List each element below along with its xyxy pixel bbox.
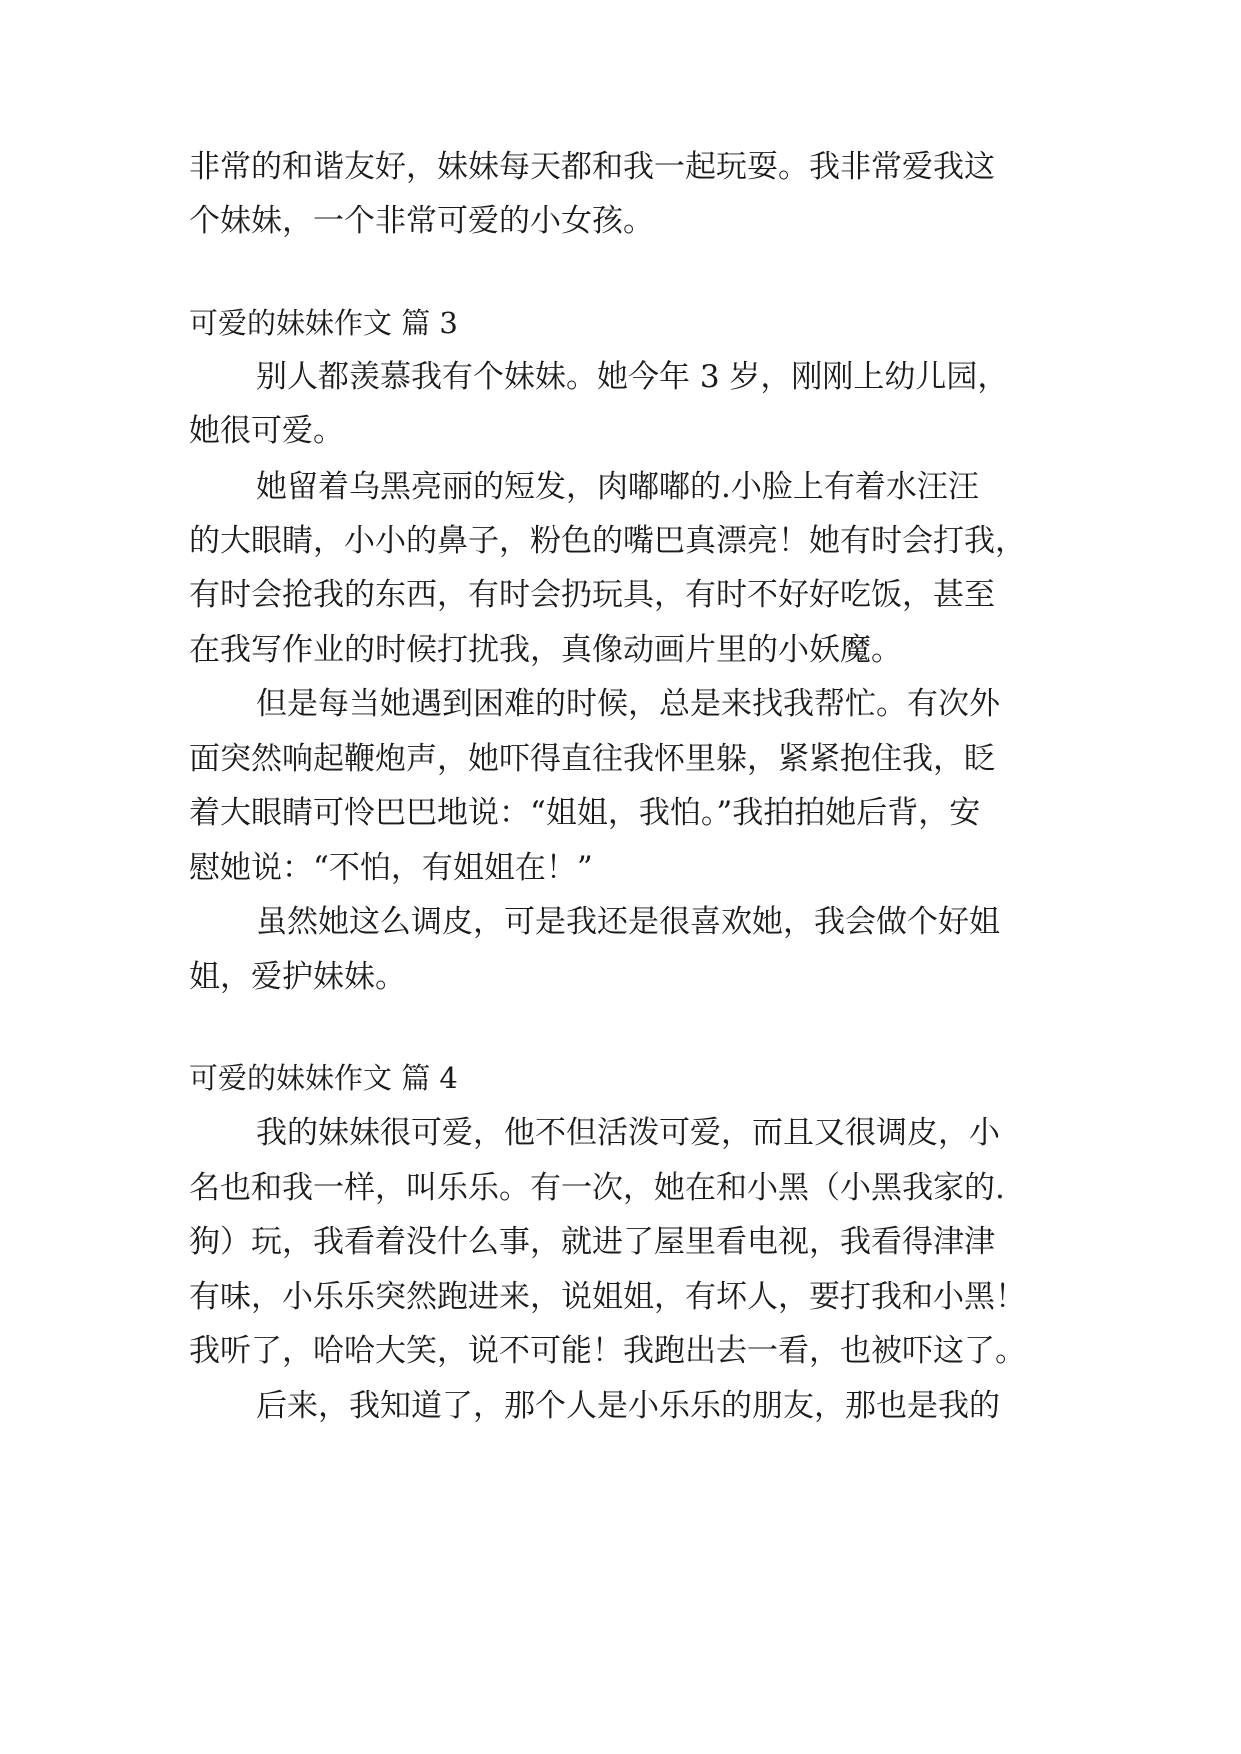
paragraph-line: 她留着乌黑亮丽的短发，肉嘟嘟的.小脸上有着水汪汪	[256, 469, 979, 505]
paragraph-line: 她很可爱。	[189, 413, 344, 449]
section-heading-4: 可爱的妹妹作文 篇 4	[189, 1061, 458, 1095]
paragraph-line: 我的妹妹很可爱，他不但活泼可爱，而且又很调皮，小	[256, 1115, 1000, 1151]
paragraph-line: 面突然响起鞭炮声，她吓得直往我怀里躲，紧紧抱住我，眨	[189, 741, 995, 777]
section-heading-3: 可爱的妹妹作文 篇 3	[189, 306, 458, 340]
paragraph-line: 狗）玩，我看着没什么事，就进了屋里看电视，我看得津津	[189, 1224, 995, 1260]
paragraph-line: 虽然她这么调皮，可是我还是很喜欢她，我会做个好姐	[256, 904, 1000, 940]
paragraph-line: 着大眼睛可怜巴巴地说：“姐姐，我怕。”我拍拍她后背，安	[189, 795, 981, 831]
paragraph-line: 我听了，哈哈大笑，说不可能！我跑出去一看，也被吓这了。	[189, 1333, 1026, 1369]
paragraph-line: 的大眼睛，小小的鼻子，粉色的嘴巴真漂亮！她有时会打我，	[189, 523, 1026, 559]
paragraph-line: 别人都羡慕我有个妹妹。她今年 3 岁，刚刚上幼儿园，	[256, 359, 1009, 395]
paragraph-line: 姐，爱护妹妹。	[189, 959, 406, 995]
paragraph-line: 非常的和谐友好，妹妹每天都和我一起玩耍。我非常爱我这	[189, 149, 995, 185]
paragraph-line: 慰她说：“不怕，有姐姐在！”	[189, 850, 593, 886]
paragraph-line: 但是每当她遇到困难的时候，总是来找我帮忙。有次外	[256, 686, 1000, 722]
paragraph-line: 后来，我知道了，那个人是小乐乐的朋友，那也是我的	[256, 1388, 1000, 1424]
paragraph-line: 在我写作业的时候打扰我，真像动画片里的小妖魔。	[189, 632, 902, 668]
paragraph-line: 个妹妹，一个非常可爱的小女孩。	[189, 203, 654, 239]
paragraph-line: 有时会抢我的东西，有时会扔玩具，有时不好好吃饭，甚至	[189, 577, 995, 613]
paragraph-line: 名也和我一样，叫乐乐。有一次，她在和小黑（小黑我家的.	[189, 1170, 1005, 1206]
paragraph-line: 有味，小乐乐突然跑进来，说姐姐，有坏人，要打我和小黑！	[189, 1279, 1026, 1315]
